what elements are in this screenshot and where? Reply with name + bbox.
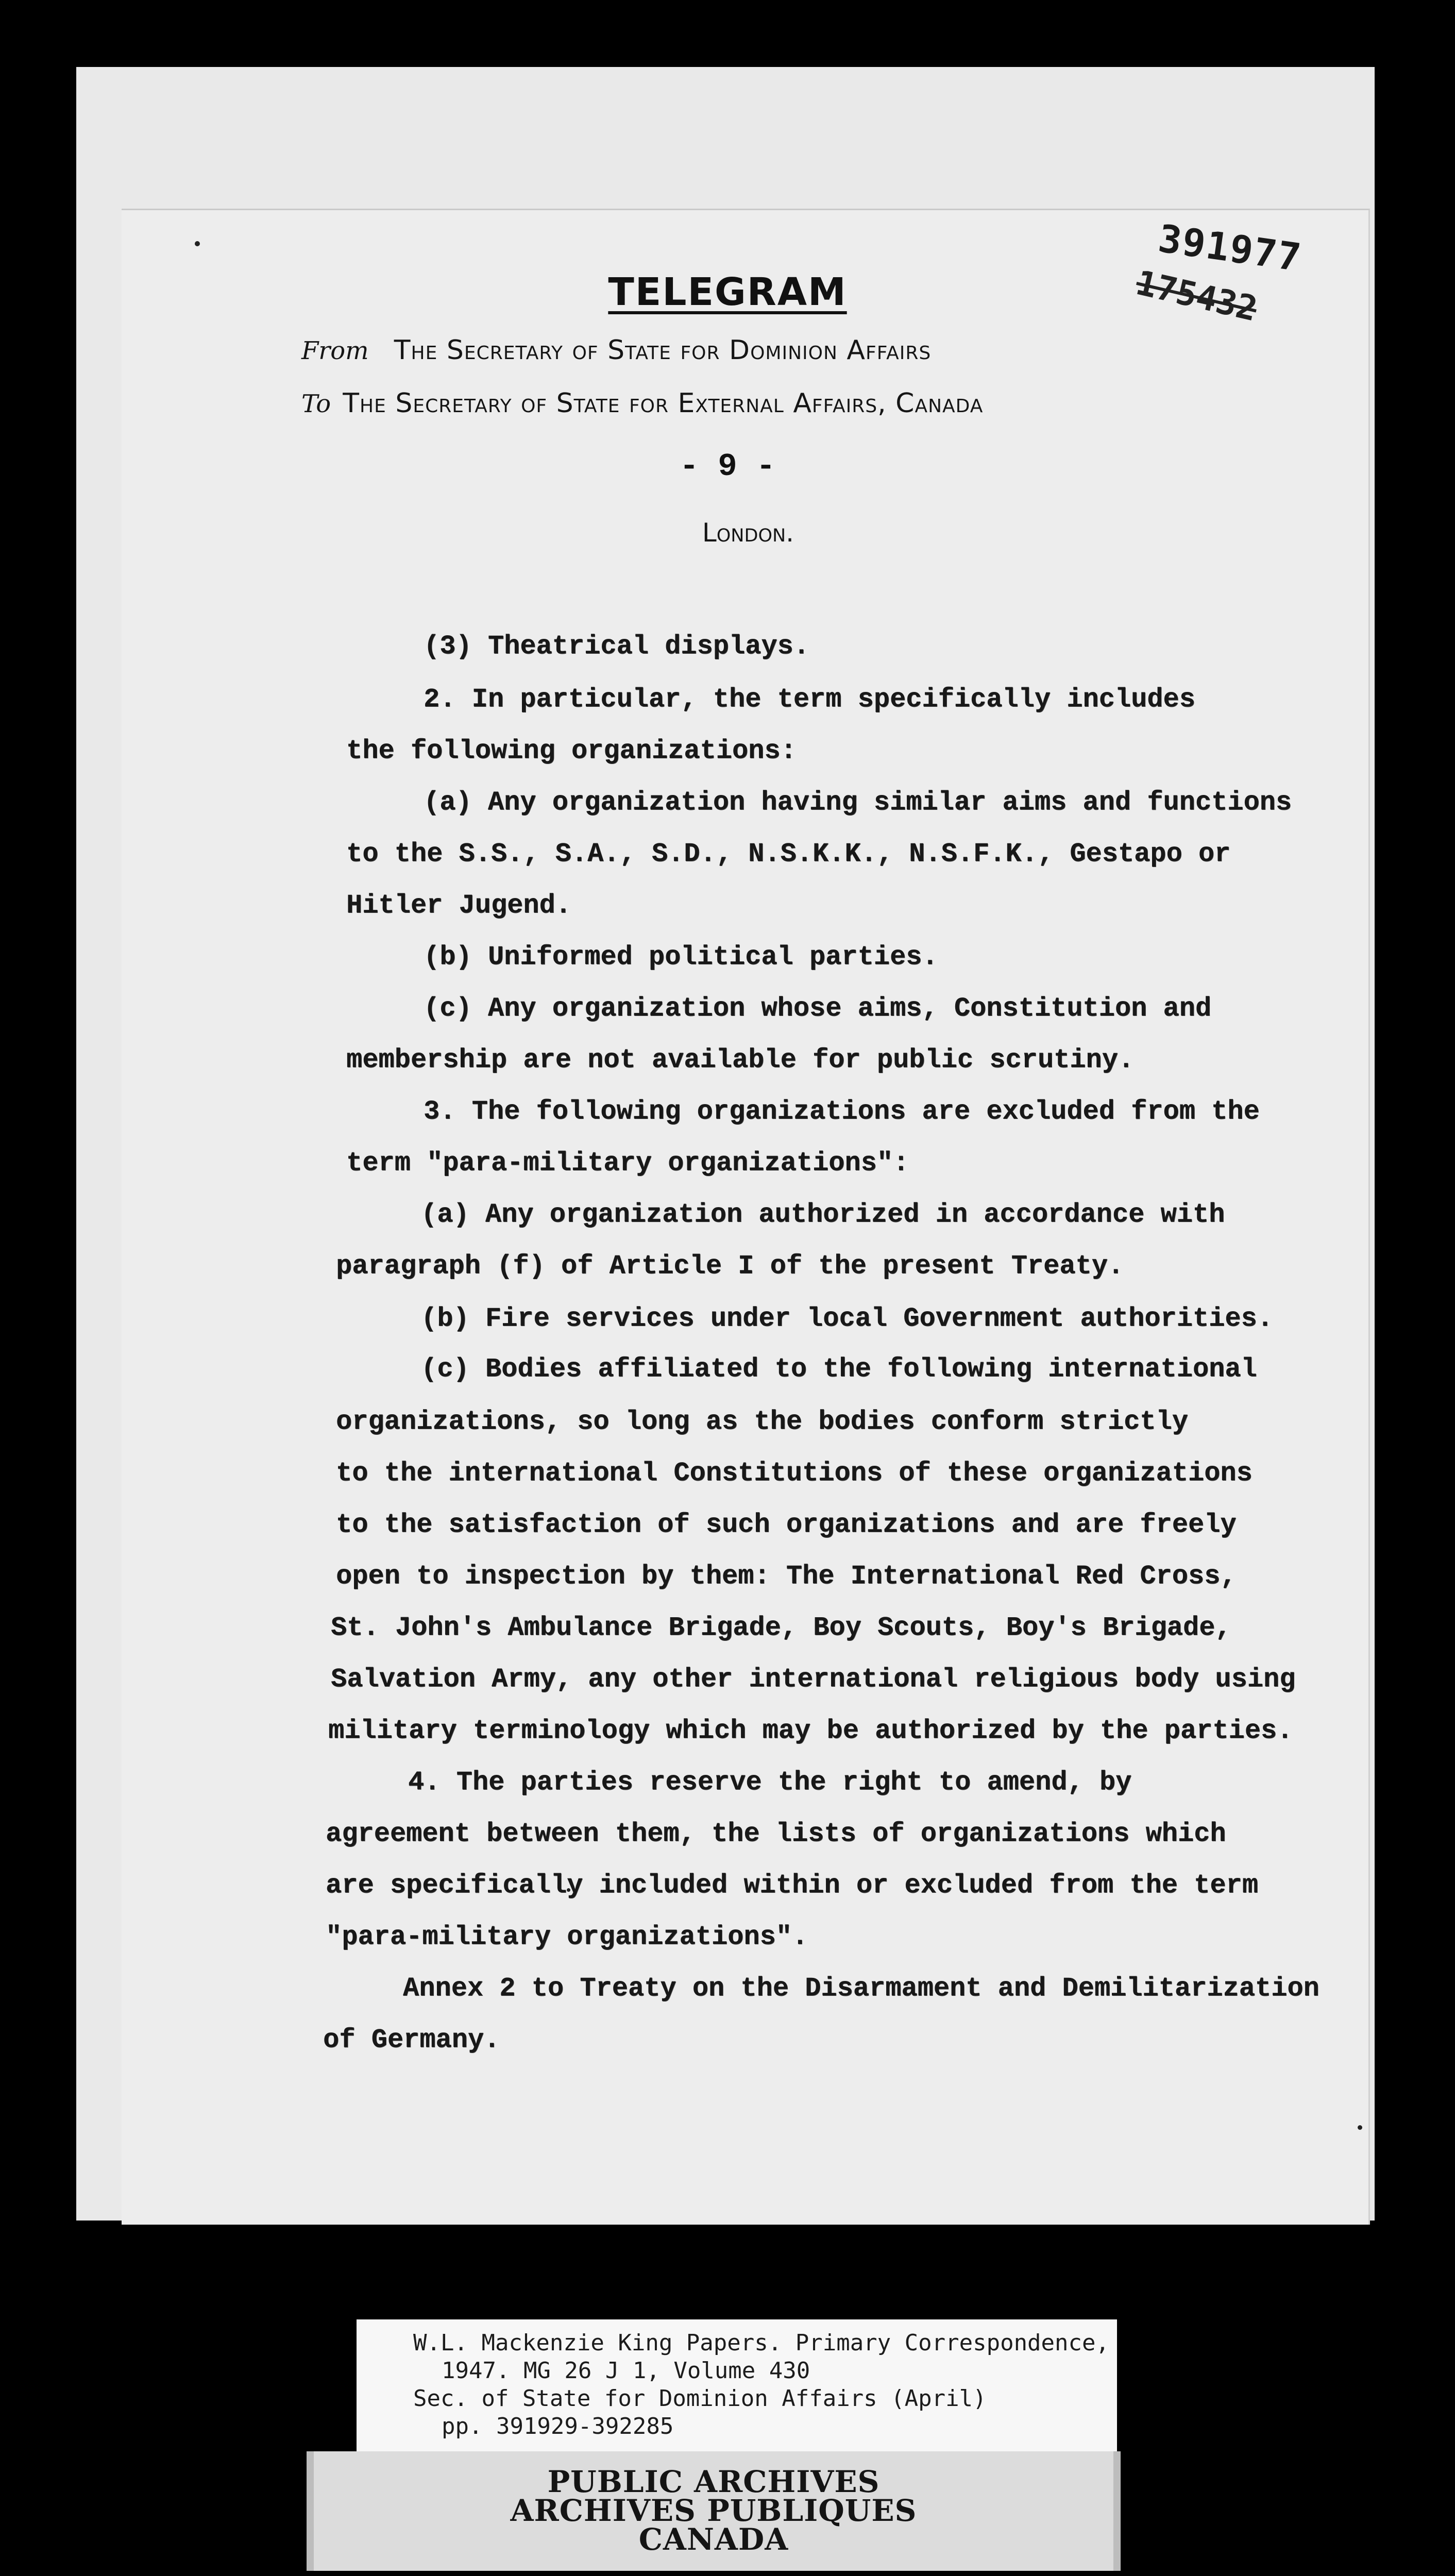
to-label: To (301, 389, 331, 418)
body-line: to the satisfaction of such organizations and are freely (336, 1510, 1237, 1540)
paper-speck (195, 241, 200, 246)
body-line: are specifically included within or excluded from the term (326, 1870, 1258, 1901)
body-line: Salvation Army, any other international religious body using (331, 1664, 1296, 1694)
body-line: St. John's Ambulance Brigade, Boy Scouts, Boy's Brigade, (331, 1613, 1231, 1643)
body-line: organizations, so long as the bodies conform strictly (336, 1406, 1188, 1437)
body-line: "para-military organizations". (326, 1922, 808, 1952)
body-line: (a) Any organization authorized in accordance with (421, 1199, 1225, 1230)
body-line: 2. In particular, the term specifically includes (424, 684, 1195, 715)
body-line: agreement between them, the lists of organizations which (326, 1819, 1226, 1849)
from-label: From (301, 336, 369, 365)
document-number-stamp: 391977 (1156, 216, 1305, 281)
body-line: (b) Fire services under local Government authorities. (421, 1303, 1273, 1334)
body-line: 4. The parties reserve the right to amend, by (408, 1767, 1132, 1798)
body-line: term "para-military organizations": (346, 1148, 909, 1178)
telegram-heading: TELEGRAM (608, 270, 847, 314)
from-line (301, 335, 931, 366)
body-line: of Germany. (323, 2025, 500, 2055)
caption-line: pp. 391929-392285 (442, 2413, 674, 2439)
body-line: membership are not available for public scrutiny. (346, 1045, 1135, 1075)
body-line: (c) Bodies affiliated to the following international (421, 1354, 1257, 1384)
body-line: paragraph (f) of Article I of the present Treaty. (336, 1251, 1124, 1281)
archive-line-french: ARCHIVES PUBLIQUES (510, 2493, 917, 2528)
to-line (301, 388, 983, 419)
body-line: (a) Any organization having similar aims and functions (424, 787, 1292, 818)
from-value: The Secretary of State for Dominion Affairs (394, 335, 932, 366)
place-of-origin: London. (702, 518, 794, 548)
body-line: (c) Any organization whose aims, Constitution and (424, 993, 1212, 1024)
caption-line: W.L. Mackenzie King Papers. Primary Correspondence, (413, 2330, 1110, 2356)
body-line: military terminology which may be authorized by the parties. (328, 1716, 1293, 1746)
body-line: Hitler Jugend. (346, 890, 571, 921)
body-line: Annex 2 to Treaty on the Disarmament and Demilitarization (403, 1973, 1319, 2004)
archive-line-country: CANADA (638, 2522, 789, 2557)
page-number: - 9 - (679, 448, 776, 485)
struck-document-number-stamp: 175432 (1132, 263, 1261, 329)
body-line: to the international Constitutions of these organizations (336, 1458, 1253, 1488)
caption-line: Sec. of State for Dominion Affairs (April) (413, 2385, 987, 2412)
caption-line: 1947. MG 26 J 1, Volume 430 (442, 2358, 810, 2384)
body-line: 3. The following organizations are excluded from the (424, 1096, 1260, 1127)
body-line: (3) Theatrical displays. (424, 631, 809, 662)
public-archives-stamp (307, 2451, 1121, 2571)
paper-speck (1358, 2125, 1362, 2130)
body-line: to the S.S., S.A., S.D., N.S.K.K., N.S.F.K., Gestapo or (346, 839, 1231, 869)
body-line: open to inspection by them: The International Red Cross, (336, 1561, 1237, 1591)
archive-caption-card (357, 2319, 1117, 2452)
archive-line-english: PUBLIC ARCHIVES (547, 2464, 880, 2499)
body-line: the following organizations: (346, 736, 797, 766)
to-value: The Secretary of State for External Affairs, Canada (343, 388, 984, 419)
body-line: (b) Uniformed political parties. (424, 942, 938, 972)
